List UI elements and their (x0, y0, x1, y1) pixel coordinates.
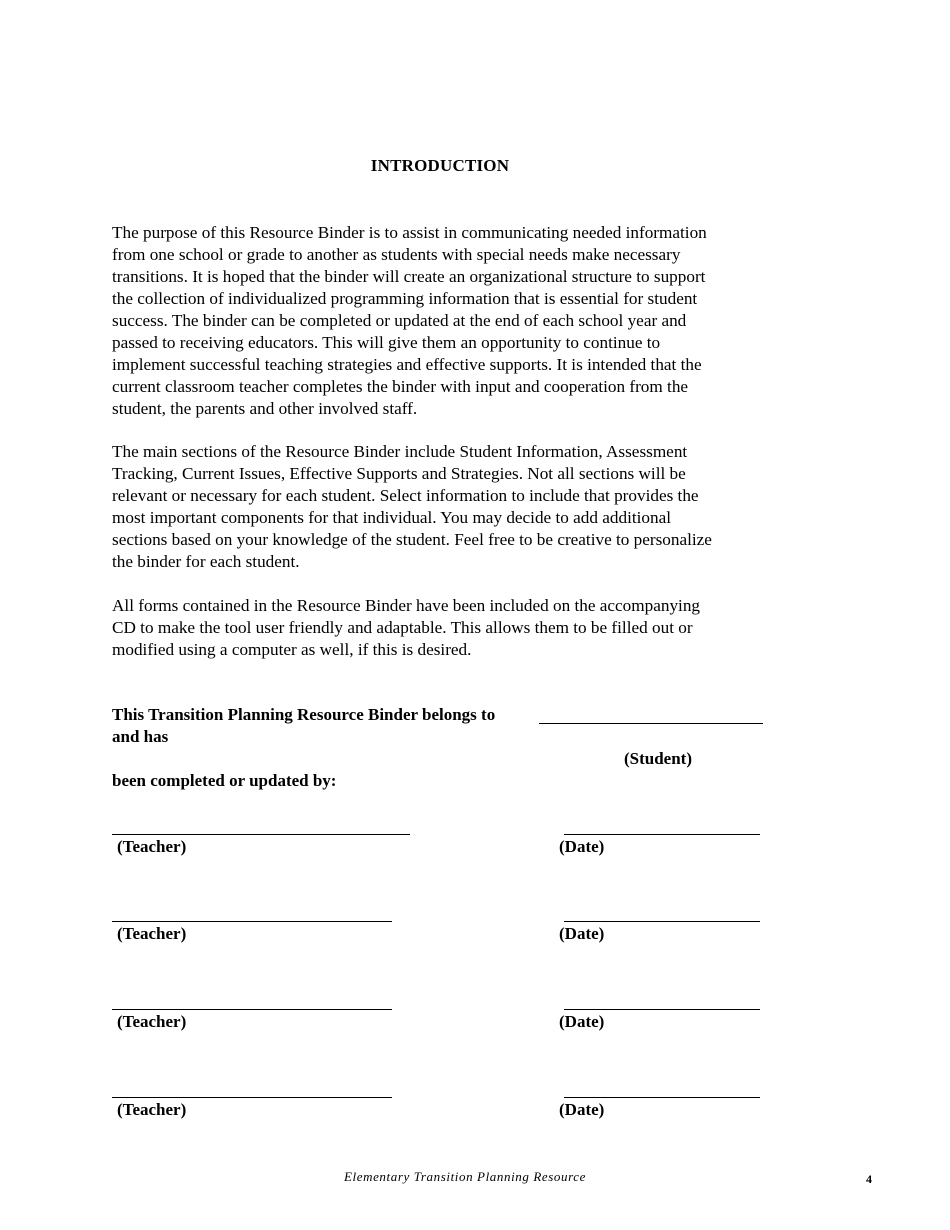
paragraph-line: sections based on your knowledge of the student. Feel free to be creative to personalize (112, 530, 712, 549)
student-label: (Student) (624, 749, 693, 768)
paragraph-line: passed to receiving educators. This will give them an opportunity to continue to (112, 333, 661, 352)
date-label: (Date) (559, 924, 605, 943)
date-signature-line[interactable] (564, 834, 760, 835)
student-name-line[interactable] (539, 723, 763, 724)
teacher-label: (Teacher) (117, 837, 187, 856)
paragraph-line: the collection of individualized programming information that is essential for student (112, 289, 698, 308)
date-signature-line[interactable] (564, 1097, 760, 1098)
intro-paragraph-1 (112, 222, 772, 420)
date-label: (Date) (559, 1012, 605, 1031)
intro-paragraph-2 (112, 441, 772, 573)
paragraph-line: success. The binder can be completed or updated at the end of each school year and (112, 311, 687, 330)
paragraph-line: the binder for each student. (112, 552, 300, 571)
paragraph-line: All forms contained in the Resource Binder have been included on the accompanying (112, 596, 701, 615)
paragraph-line: modified using a computer as well, if this is desired. (112, 640, 472, 659)
teacher-signature-line[interactable] (112, 834, 410, 835)
completed-by-text: been completed or updated by: (112, 771, 337, 790)
date-label: (Date) (559, 1100, 605, 1119)
and-has-text: and has (112, 727, 169, 746)
teacher-signature-line[interactable] (112, 1097, 392, 1098)
paragraph-line: The main sections of the Resource Binder include Student Information, Assessment (112, 442, 688, 461)
belongs-to-text: This Transition Planning Resource Binder belongs to (112, 705, 496, 724)
paragraph-line: current classroom teacher completes the binder with input and cooperation from the (112, 377, 689, 396)
date-signature-line[interactable] (564, 921, 760, 922)
paragraph-line: most important components for that individual. You may decide to add additional (112, 508, 671, 527)
paragraph-line: relevant or necessary for each student. Select information to include that provides the (112, 486, 699, 505)
teacher-label: (Teacher) (117, 1012, 187, 1031)
paragraph-line: CD to make the tool user friendly and adaptable. This allows them to be filled out or (112, 618, 693, 637)
page-title: INTRODUCTION (370, 156, 510, 175)
paragraph-line: from one school or grade to another as students with special needs make necessary (112, 245, 681, 264)
teacher-label: (Teacher) (117, 924, 187, 943)
teacher-signature-line[interactable] (112, 921, 392, 922)
intro-paragraph-3 (112, 595, 772, 661)
paragraph-line: student, the parents and other involved staff. (112, 399, 418, 418)
date-signature-line[interactable] (564, 1009, 760, 1010)
page-footer: Elementary Transition Planning Resource (343, 1169, 587, 1184)
paragraph-line: Tracking, Current Issues, Effective Supports and Strategies. Not all sections will be (112, 464, 686, 483)
date-label: (Date) (559, 837, 605, 856)
paragraph-line: implement successful teaching strategies and effective supports. It is intended that the (112, 355, 702, 374)
paragraph-line: The purpose of this Resource Binder is to assist in communicating needed information (112, 223, 707, 242)
teacher-signature-line[interactable] (112, 1009, 392, 1010)
teacher-label: (Teacher) (117, 1100, 187, 1119)
page-number: 4 (866, 1172, 872, 1186)
paragraph-line: transitions. It is hoped that the binder will create an organizational structure to support (112, 267, 706, 286)
